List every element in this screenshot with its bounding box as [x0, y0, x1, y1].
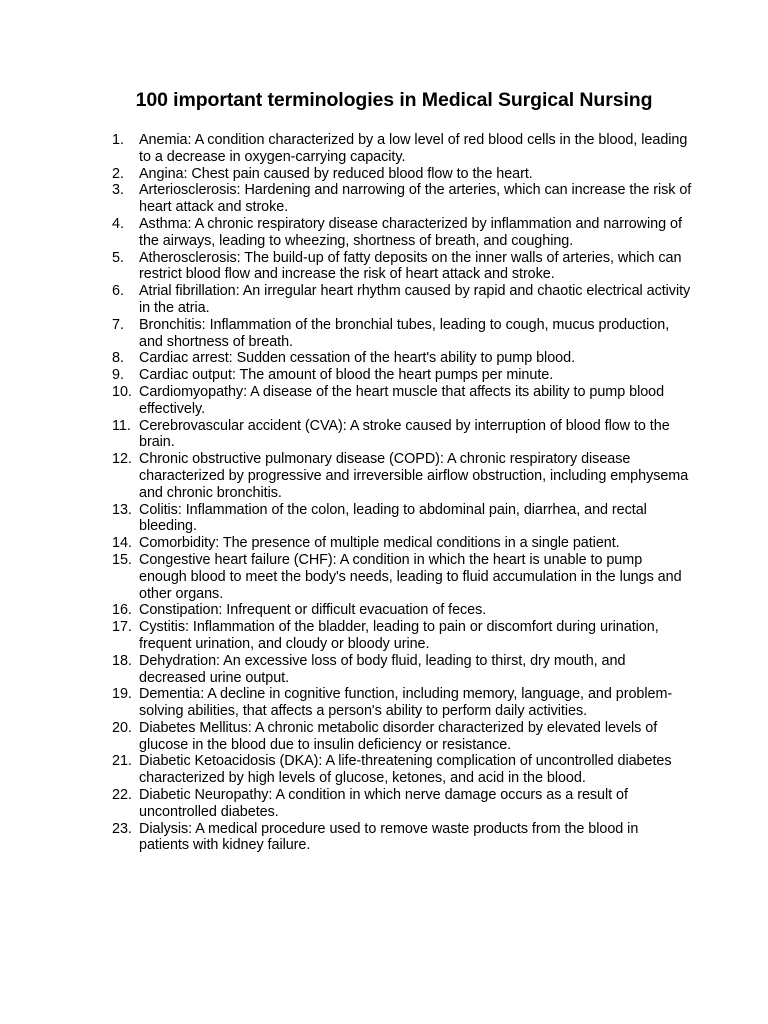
item-text: Diabetic Neuropathy: A condition in which nerve damage occurs as a result of uncontrolled diabetes. — [139, 787, 628, 820]
item-number: 14. — [112, 535, 132, 552]
list-item — [112, 602, 692, 619]
item-text: Dementia: A decline in cognitive function, including memory, language, and problem-solving abilities, that affects a person's ability to perform daily activities. — [139, 686, 673, 720]
item-text: Asthma: A chronic respiratory disease characterized by inflammation and narrowing of the airways, leading to wheezing, shortness of breath, and coughing. — [139, 215, 682, 249]
item-number: 15. — [112, 551, 132, 568]
list-item — [112, 350, 692, 367]
list-item — [112, 753, 692, 787]
item-text: Chronic obstructive pulmonary disease (COPD): A chronic respiratory disease characterized by progressive and irreversible airflow obstruction, including emphysema and chronic bronchitis. — [139, 451, 689, 501]
list-item — [112, 552, 692, 602]
list-item — [112, 283, 692, 317]
item-text: Cardiomyopathy: A disease of the heart muscle that affects its ability to pump blood effectively. — [139, 383, 665, 417]
list-item — [112, 132, 692, 166]
item-text: Arteriosclerosis: Hardening and narrowing of the arteries, which can increase the risk of heart attack and stroke. — [139, 182, 692, 216]
list-item — [112, 317, 692, 351]
item-number: 6. — [112, 283, 124, 300]
item-number: 23. — [112, 820, 132, 837]
list-item — [112, 821, 692, 855]
terminology-list — [112, 132, 692, 854]
item-number: 5. — [112, 249, 124, 266]
item-number: 21. — [112, 753, 132, 770]
item-text: Congestive heart failure (CHF): A condition in which the heart is unable to pump enough blood to meet the body's needs, leading to fluid accumulation in the lungs and other organs. — [139, 551, 682, 602]
list-item — [112, 250, 692, 284]
item-number: 2. — [112, 165, 124, 182]
item-number: 16. — [112, 602, 132, 619]
item-number: 11. — [112, 417, 131, 434]
item-number: 8. — [112, 350, 124, 367]
list-item — [112, 535, 692, 552]
list-item — [112, 451, 692, 501]
list-item — [112, 166, 692, 183]
item-text: Diabetic Ketoacidosis (DKA): A life-threatening complication of uncontrolled diabetes characterized by high levels of glucose, ketones, and acid in the blood. — [139, 753, 672, 787]
item-number: 1. — [112, 132, 124, 148]
item-text: Dehydration: An excessive loss of body fluid, leading to thirst, dry mouth, and decreased urine output. — [139, 652, 626, 686]
item-number: 3. — [112, 182, 124, 199]
list-item — [112, 619, 692, 653]
list-item — [112, 653, 692, 687]
list-item — [112, 686, 692, 720]
item-text: Cystitis: Inflammation of the bladder, leading to pain or discomfort during urination, frequent urination, and cloudy or bloody urine. — [139, 619, 659, 652]
item-text: Angina: Chest pain caused by reduced blood flow to the heart. — [139, 165, 533, 182]
document-title: 100 important terminologies in Medical Surgical Nursing — [135, 89, 653, 111]
item-number: 18. — [112, 652, 132, 669]
item-text: Colitis: Inflammation of the colon, leading to abdominal pain, diarrhea, and rectal bleeding. — [139, 501, 647, 535]
list-item — [112, 367, 692, 384]
item-number: 20. — [112, 719, 132, 736]
item-number: 9. — [112, 367, 124, 384]
item-number: 19. — [112, 686, 132, 703]
list-item — [112, 384, 692, 418]
item-text: Cardiac arrest: Sudden cessation of the heart's ability to pump blood. — [139, 350, 576, 367]
item-number: 22. — [112, 787, 132, 804]
item-text: Atherosclerosis: The build-up of fatty deposits on the inner walls of arteries, which can restrict blood flow and increase the risk of heart attack and stroke. — [139, 249, 682, 283]
item-text: Anemia: A condition characterized by a low level of red blood cells in the blood, leading to a decrease in oxygen-carrying capacity. — [139, 132, 688, 165]
list-item — [112, 502, 692, 536]
list-item — [112, 216, 692, 250]
item-text: Atrial fibrillation: An irregular heart rhythm caused by rapid and chaotic electrical activity in the atria. — [139, 283, 691, 316]
item-text: Diabetes Mellitus: A chronic metabolic disorder characterized by elevated levels of glucose in the blood due to insulin deficiency or resistance. — [139, 719, 658, 753]
item-number: 12. — [112, 451, 132, 468]
list-item — [112, 720, 692, 754]
list-item — [112, 182, 692, 216]
item-text: Bronchitis: Inflammation of the bronchial tubes, leading to cough, mucus production, and shortness of breath. — [139, 316, 670, 350]
item-text: Constipation: Infrequent or difficult evacuation of feces. — [139, 602, 487, 619]
item-number: 4. — [112, 215, 124, 232]
item-text: Cerebrovascular accident (CVA): A stroke caused by interruption of blood flow to the brain. — [139, 417, 670, 451]
item-number: 7. — [112, 316, 124, 333]
item-text: Comorbidity: The presence of multiple medical conditions in a single patient. — [139, 535, 620, 552]
item-number: 10. — [112, 383, 132, 400]
item-number: 17. — [112, 619, 132, 636]
item-text: Dialysis: A medical procedure used to remove waste products from the blood in patients with kidney failure. — [139, 820, 639, 854]
item-number: 13. — [112, 501, 132, 518]
list-item — [112, 787, 692, 821]
list-item — [112, 418, 692, 452]
item-text: Cardiac output: The amount of blood the heart pumps per minute. — [139, 367, 554, 384]
